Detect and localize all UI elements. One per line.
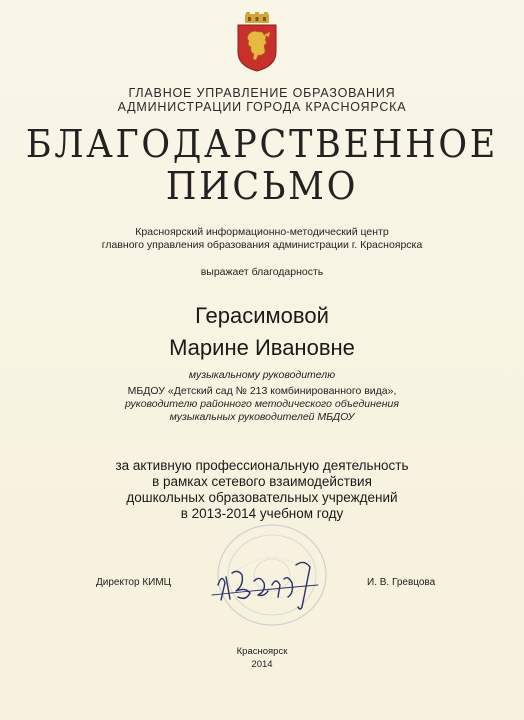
position-line-2: МБДОУ «Детский сад № 213 комбинированного вида»,	[127, 385, 397, 397]
expresses-gratitude: выражает благодарность	[200, 266, 324, 278]
reason-line-1: за активную профессиональную деятельность	[115, 458, 409, 473]
document-title-line-2: ПИСЬМО	[165, 164, 359, 208]
recipient-given-names: Марине Ивановне	[169, 335, 355, 360]
issuer-line-2: АДМИНИСТРАЦИИ ГОРОДА КРАСНОЯРСКА	[117, 100, 407, 114]
coat-of-arms-icon	[234, 12, 280, 72]
organization-line-1: Красноярский информационно-методический центр	[135, 226, 389, 238]
footer-city: Красноярск	[236, 646, 288, 657]
handwritten-signature	[208, 555, 333, 615]
recipient-surname: Герасимовой	[195, 303, 329, 328]
reason-line-2: в рамках сетевого взаимодействия	[152, 474, 372, 489]
footer-year: 2014	[251, 659, 273, 670]
position-line-1: музыкальному руководителю	[188, 369, 336, 381]
position-line-4: музыкальных руководителей МБДОУ	[169, 411, 355, 423]
reason-line-4: в 2013-2014 учебном году	[180, 506, 344, 521]
document-title-line-1: БЛАГОДАРСТВЕННОЕ	[25, 122, 499, 166]
signatory-title: Директор КИМЦ	[96, 577, 172, 588]
issuer-line-1: ГЛАВНОЕ УПРАВЛЕНИЕ ОБРАЗОВАНИЯ	[128, 86, 396, 100]
signatory-name: И. В. Гревцова	[367, 577, 436, 588]
position-line-3: руководителю районного методического объединения	[125, 398, 399, 410]
reason-line-3: дошкольных образовательных учреждений	[126, 490, 398, 505]
organization-line-2: главного управления образования администрации г. Красноярска	[101, 239, 423, 251]
